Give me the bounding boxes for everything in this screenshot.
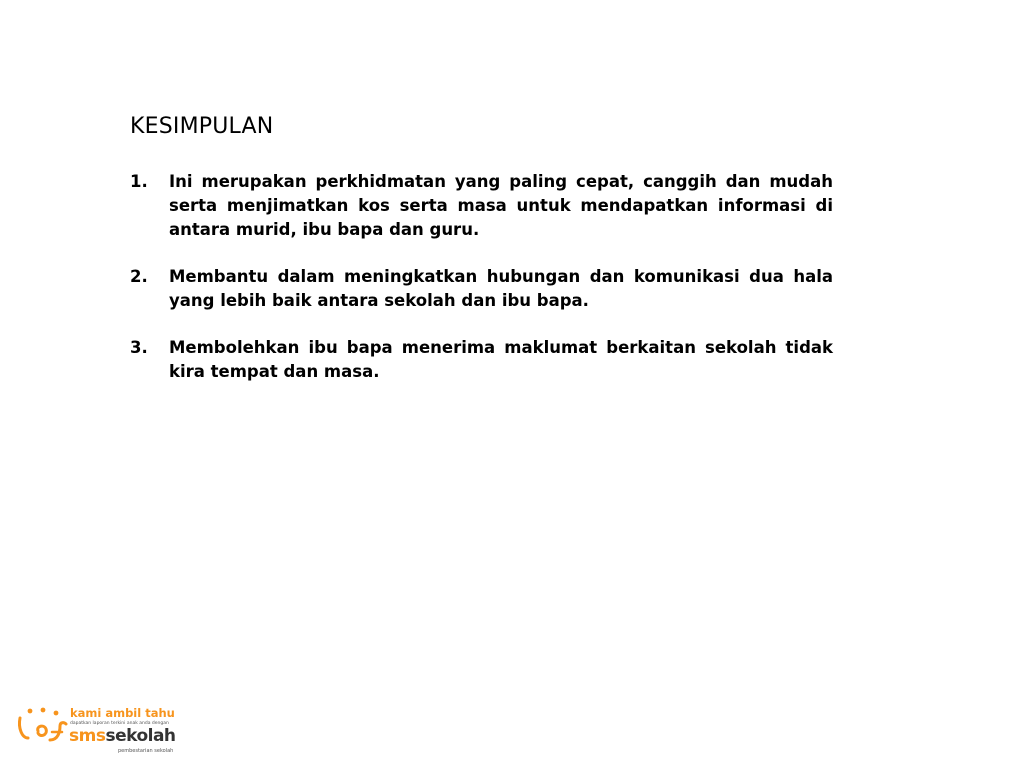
list-item-text: Ini merupakan perkhidmatan yang paling cepat, canggih dan mudah serta menjimatkan kos serta masa untuk mendapatkan informasi di antara murid, ibu bapa dan guru. [169, 172, 833, 239]
list-item [130, 265, 833, 313]
conclusion-list [130, 170, 833, 407]
list-item-number: 2. [130, 267, 148, 286]
logo-bottomline: pembestarian sekolah [118, 748, 174, 754]
list-item-text: Membantu dalam meningkatkan hubungan dan komunikasi dua hala yang lebih baik antara sekolah dan ibu bapa. [169, 267, 833, 310]
list-item-text: Membolehkan ibu bapa menerima maklumat berkaitan sekolah tidak kira tempat dan masa. [169, 338, 833, 381]
logo-subline: dapatkan laporan terkini anak anda dengan [70, 721, 169, 726]
logo-tagline: kami ambil tahu [70, 706, 175, 720]
page-title: KESIMPULAN [130, 114, 274, 139]
logo-brand-prefix: sms [69, 726, 106, 746]
list-item [130, 170, 833, 242]
list-item-number: 3. [130, 338, 148, 357]
logo-brand-suffix: sekolah [105, 726, 176, 746]
smiley-face-icon [14, 704, 70, 758]
list-item-number: 1. [130, 172, 148, 191]
smssekolah-logo [14, 704, 174, 758]
list-item [130, 336, 833, 384]
logo-brand [69, 726, 176, 746]
